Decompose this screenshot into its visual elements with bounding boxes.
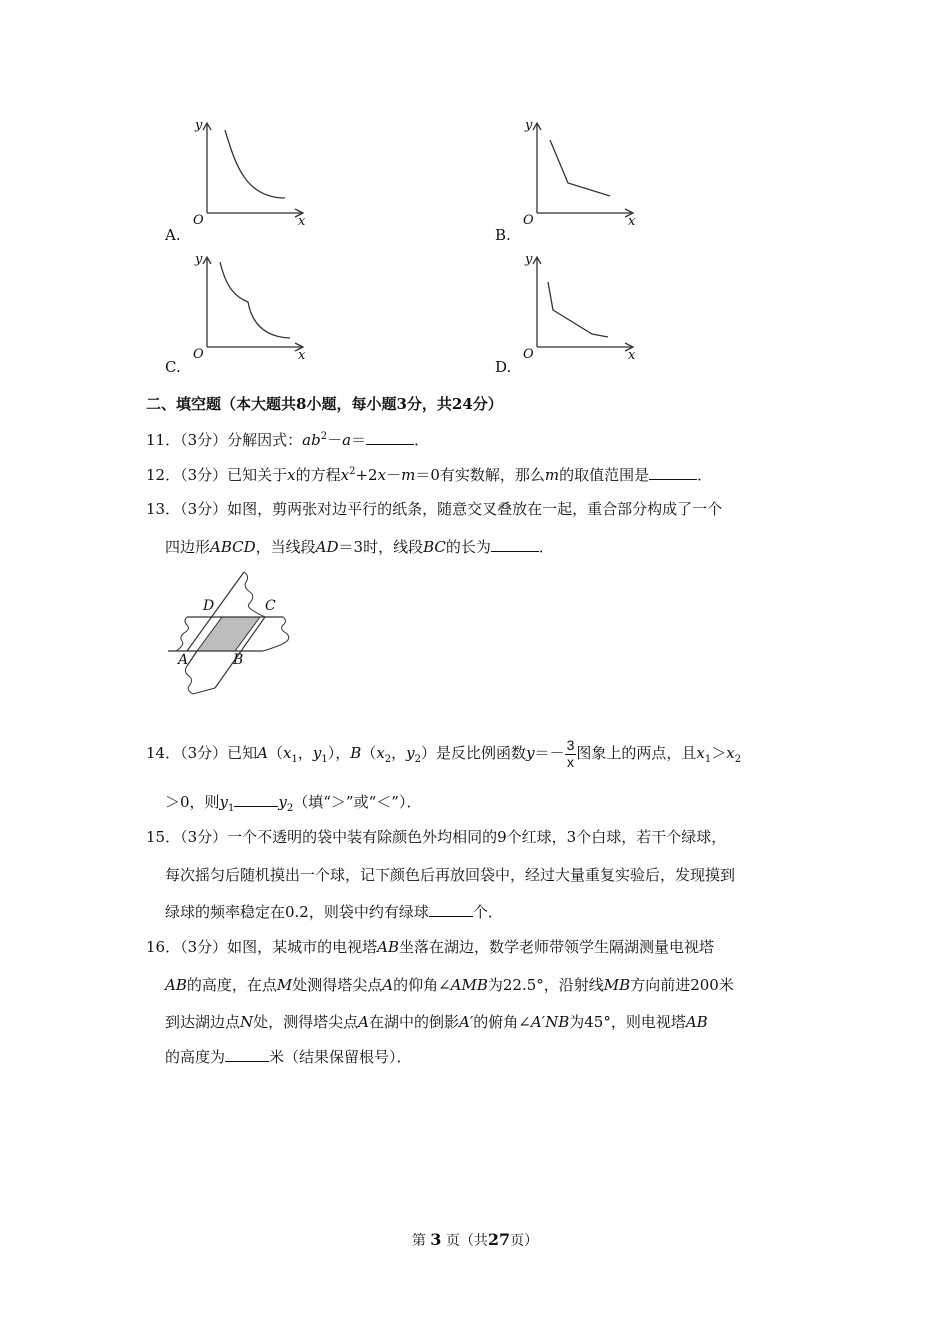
axis-y-label: y — [195, 252, 203, 267]
answer-blank[interactable] — [234, 805, 278, 807]
q-var: B — [350, 744, 362, 762]
question-15-line-3 — [165, 905, 503, 920]
q-var: N — [240, 1013, 254, 1031]
q-text: 的方程 — [295, 466, 341, 484]
q-var: ABCD — [210, 538, 256, 556]
q-text: 的高度为 — [165, 1048, 226, 1066]
q-text: 为45°，则电视塔 — [569, 1013, 686, 1031]
axis-origin-label: O — [523, 213, 534, 228]
q-var: y — [312, 744, 322, 762]
answer-blank[interactable] — [429, 915, 473, 917]
q-text: +2 — [355, 466, 378, 484]
axis-y-label: y — [525, 118, 533, 133]
q-score: （3分） — [180, 500, 228, 518]
q-text: ＝3时，线段 — [338, 538, 424, 556]
q-text: 为22.5°，沿射线 — [487, 976, 604, 994]
q-var: A′NB — [530, 1013, 570, 1031]
q-score: （3分） — [180, 828, 228, 846]
q-text: 的取值范围是 — [559, 466, 650, 484]
q-text: 图象上的两点，且 — [576, 744, 697, 762]
q-text: ＞0，则 — [165, 793, 220, 811]
q-var: y — [406, 744, 415, 762]
q-sub: 1 — [228, 803, 235, 814]
q-text: 个． — [472, 903, 503, 921]
answer-blank[interactable] — [366, 443, 414, 445]
option-d-label: D. — [495, 358, 512, 376]
q-text: 坐落在湖边，数学老师带领学生隔湖测量电视塔 — [399, 938, 715, 956]
question-14-line-1 — [146, 736, 741, 770]
vertex-c-label: C — [265, 598, 276, 614]
answer-blank[interactable] — [225, 1060, 269, 1062]
question-16-line-1 — [146, 940, 714, 955]
q-text: 已知 — [227, 744, 258, 762]
q-comma: ， — [297, 744, 313, 762]
q-text: 的俯角∠ — [473, 1013, 531, 1031]
option-b-label: B. — [495, 226, 511, 244]
q-var: AB — [377, 938, 400, 956]
graph-b-plot — [520, 118, 645, 230]
q-text: 处测得塔尖点 — [292, 976, 383, 994]
paper-strips-figure — [165, 568, 295, 698]
axis-origin-label: O — [193, 213, 204, 228]
q-var: A — [257, 744, 268, 762]
q-paren: ） — [421, 744, 437, 762]
q-sub: 1 — [704, 754, 712, 765]
option-c-label: C. — [165, 358, 181, 376]
q-text: 如图，剪两张对边平行的纸条，随意交叉叠放在一起，重合部分构成了一个 — [227, 500, 723, 518]
section-title: 二、填空题（本大题共8小题，每小题3分，共24分） — [146, 395, 503, 413]
page-number: 3 — [430, 1230, 442, 1249]
q-text: 的长为 — [445, 538, 491, 556]
question-12 — [146, 467, 712, 483]
q-var: x — [376, 744, 385, 762]
footer-text: 页（共 — [445, 1233, 488, 1249]
axis-x-label: x — [298, 214, 306, 229]
vertex-b-label: B — [233, 652, 244, 668]
q-sub: 1 — [321, 754, 328, 765]
q-var: y — [278, 793, 287, 811]
question-16-line-2 — [165, 978, 734, 993]
question-13-line-1 — [146, 502, 722, 517]
q-sub: 2 — [414, 754, 422, 765]
question-15-line-2 — [165, 868, 735, 883]
paper-strips-svg — [165, 568, 295, 698]
q-text: 处，测得塔尖点 — [253, 1013, 359, 1031]
q-text: 如图，某城市的电视塔 — [227, 938, 378, 956]
q-end: ． — [697, 466, 713, 484]
q-text: 已知关于 — [227, 466, 288, 484]
q-comma: ， — [335, 744, 351, 762]
q-var: x — [287, 466, 296, 484]
axis-origin-label: O — [523, 347, 534, 362]
q-end: ． — [538, 538, 554, 556]
axis-x-label: x — [628, 348, 636, 363]
q-text: 绿球的频率稳定在0.2，则袋中约有绿球 — [165, 903, 429, 921]
q-var: A — [358, 1013, 369, 1031]
total-pages: 27 — [487, 1230, 511, 1249]
q-number: 16． — [146, 938, 181, 956]
q-var: m — [401, 466, 416, 484]
q-text: 的仰角∠ — [393, 976, 451, 994]
q-score: （3分） — [180, 466, 228, 484]
q-sup: 2 — [320, 431, 328, 442]
q-var: A′ — [459, 1013, 474, 1031]
q-text: 到达湖边点 — [165, 1013, 241, 1031]
q-score: （3分） — [180, 938, 228, 956]
question-16-line-3 — [165, 1015, 708, 1030]
q-score: （3分） — [180, 744, 228, 762]
q-var: AD — [315, 538, 339, 556]
fraction — [565, 738, 577, 770]
q-op: － — [327, 431, 343, 449]
graph-a — [190, 118, 315, 230]
q-eq: ＝ — [351, 431, 367, 449]
q-text: （填“＞”或“＜”）． — [293, 793, 422, 811]
footer-text: 第 — [411, 1233, 426, 1249]
graph-d-plot — [520, 252, 645, 364]
q-end: ． — [414, 431, 430, 449]
question-16-line-4 — [165, 1050, 412, 1065]
q-var: m — [544, 466, 560, 484]
q-comma: ， — [391, 744, 407, 762]
q-var: A — [382, 976, 394, 994]
q-text: 米（结果保留根号）． — [269, 1048, 412, 1066]
axis-origin-label: O — [193, 347, 204, 362]
question-11 — [146, 432, 429, 448]
q-paren: ） — [327, 744, 336, 762]
q-var: M — [276, 976, 293, 994]
q-op: ＞ — [711, 744, 727, 762]
q-number: 15． — [146, 828, 181, 846]
question-14-line-2 — [165, 795, 421, 814]
vertex-a-label: A — [178, 652, 189, 668]
question-15-line-1 — [146, 830, 726, 845]
q-var: x — [696, 744, 705, 762]
graph-c-plot — [190, 252, 315, 364]
q-sup: 2 — [349, 466, 356, 477]
footer-text: 页） — [510, 1233, 539, 1249]
axis-y-label: y — [525, 252, 533, 267]
q-var: y — [219, 793, 229, 811]
q-number: 12． — [146, 466, 181, 484]
q-paren: （ — [268, 744, 284, 762]
q-text: 的高度，在点 — [186, 976, 277, 994]
q-var: MB — [603, 976, 631, 994]
q-text: 分解因式： — [227, 431, 303, 449]
q-op: － — [386, 466, 402, 484]
answer-blank[interactable] — [491, 550, 539, 552]
q-var: AMB — [450, 976, 488, 994]
q-text: 在湖中的倒影 — [369, 1013, 460, 1031]
graph-d — [520, 252, 645, 364]
graph-c — [190, 252, 315, 364]
page-footer — [0, 1230, 950, 1250]
q-text: 方向前进200米 — [630, 976, 734, 994]
q-number: 11． — [146, 431, 181, 449]
q-number: 14． — [146, 744, 181, 762]
answer-blank[interactable] — [649, 478, 697, 480]
fraction-denominator: x — [566, 753, 574, 770]
axis-y-label: y — [195, 118, 203, 133]
question-13-line-2 — [165, 540, 554, 555]
q-var: a — [342, 431, 352, 449]
q-var: x — [377, 466, 387, 484]
q-var: BC — [423, 538, 446, 556]
q-sub: 2 — [286, 803, 294, 814]
q-text: 是反比例函数 — [436, 744, 527, 762]
graph-a-plot — [190, 118, 315, 230]
q-text: 每次摇匀后随机摸出一个球，记下颜色后再放回袋中，经过大量重复实验后，发现摸到 — [165, 866, 736, 884]
q-number: 13． — [146, 500, 181, 518]
axis-x-label: x — [298, 348, 306, 363]
q-var: AB — [165, 976, 187, 994]
option-a-label: A. — [165, 226, 181, 244]
q-text: 四边形 — [165, 538, 211, 556]
q-text: 一个不透明的袋中装有除颜色外均相同的9个红球，3个白球，若干个绿球， — [227, 828, 727, 846]
q-var: AB — [685, 1013, 708, 1031]
q-var: x — [340, 466, 350, 484]
q-paren: （ — [361, 744, 377, 762]
q-var: x — [726, 744, 735, 762]
fraction-numerator: 3 — [566, 737, 575, 754]
q-var: x — [283, 744, 292, 762]
graph-b — [520, 118, 645, 230]
q-sub: 2 — [384, 754, 392, 765]
vertex-d-label: D — [203, 598, 215, 614]
q-eq: ＝－ — [534, 744, 565, 762]
q-text: ＝0有实数解，那么 — [415, 466, 545, 484]
q-sub: 2 — [734, 754, 742, 765]
q-sub: 1 — [291, 754, 298, 765]
axis-x-label: x — [628, 214, 636, 229]
q-text: ，当线段 — [255, 538, 316, 556]
q-var: y — [526, 744, 535, 762]
q-var: ab — [302, 431, 321, 449]
q-score: （3分） — [180, 431, 228, 449]
